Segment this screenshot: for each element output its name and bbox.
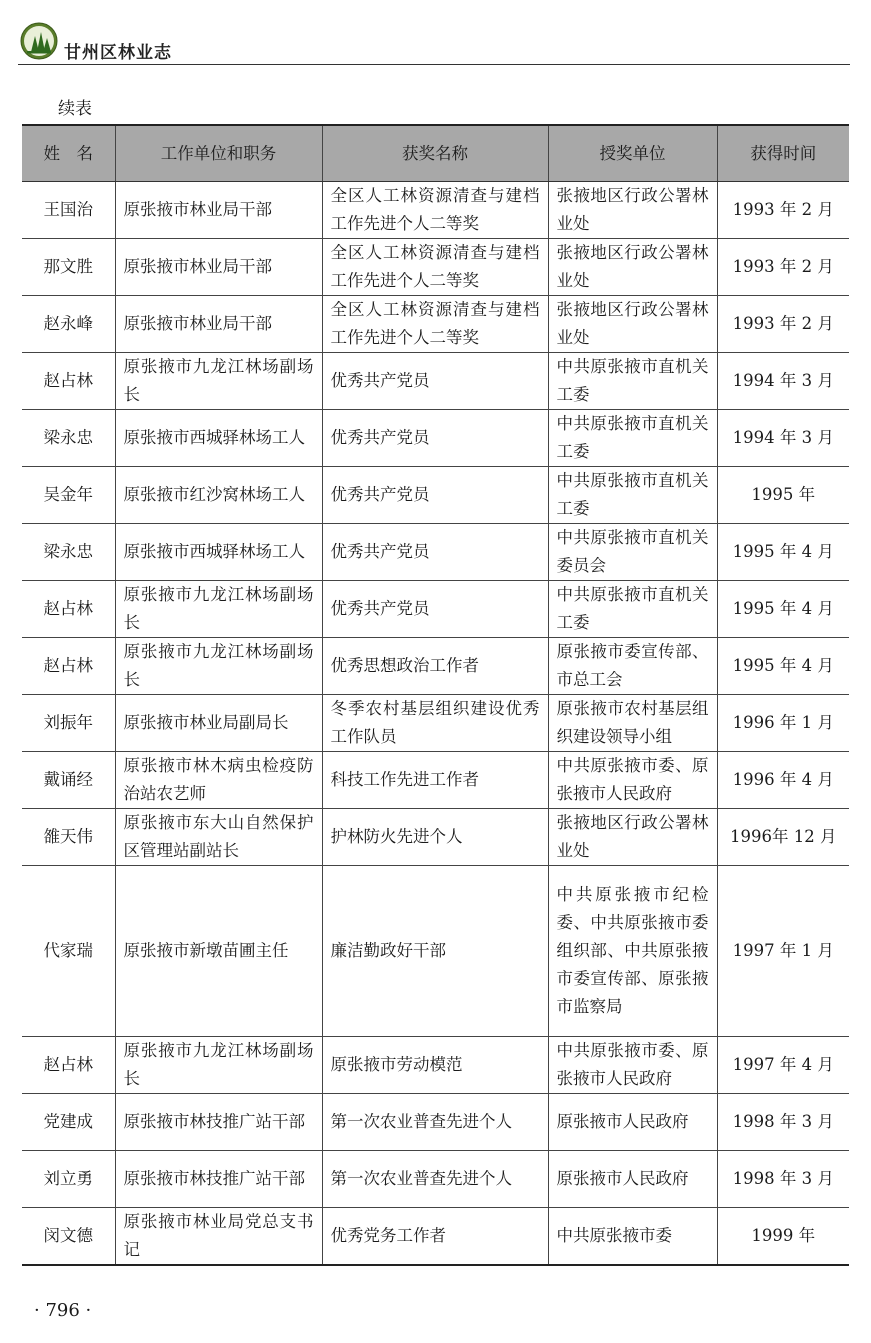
cell-date: 1996 年 1 月 xyxy=(717,695,849,752)
cell-award-name: 第一次农业普查先进个人 xyxy=(322,1151,548,1208)
cell-awarding-unit: 中共原张掖市直机关工委 xyxy=(548,353,717,410)
header-name: 姓 名 xyxy=(22,125,115,182)
cell-unit-position: 原张掖市林木病虫检疫防治站农艺师 xyxy=(115,752,322,809)
cell-unit-position: 原张掖市西城驿林场工人 xyxy=(115,524,322,581)
table-row xyxy=(22,1037,849,1094)
page-header xyxy=(18,20,850,65)
cell-award-name: 冬季农村基层组织建设优秀工作队员 xyxy=(322,695,548,752)
cell-award-name: 原张掖市劳动模范 xyxy=(322,1037,548,1094)
cell-name: 代家瑞 xyxy=(22,866,115,1037)
cell-date: 1999 年 xyxy=(717,1208,849,1266)
cell-award-name: 优秀党务工作者 xyxy=(322,1208,548,1266)
book-title: 甘州区林业志 xyxy=(64,43,172,63)
cell-unit-position: 原张掖市九龙江林场副场长 xyxy=(115,353,322,410)
table-row xyxy=(22,467,849,524)
cell-name: 赵永峰 xyxy=(22,296,115,353)
cell-award-name: 优秀共产党员 xyxy=(322,410,548,467)
cell-award-name: 优秀共产党员 xyxy=(322,353,548,410)
cell-award-name: 优秀共产党员 xyxy=(322,581,548,638)
cell-name: 刘振年 xyxy=(22,695,115,752)
cell-award-name: 全区人工林资源清查与建档工作先进个人二等奖 xyxy=(322,239,548,296)
cell-date: 1996 年 4 月 xyxy=(717,752,849,809)
cell-date: 1993 年 2 月 xyxy=(717,239,849,296)
cell-date: 1997 年 1 月 xyxy=(717,866,849,1037)
cell-award-name: 全区人工林资源清查与建档工作先进个人二等奖 xyxy=(322,296,548,353)
cell-name: 梁永忠 xyxy=(22,410,115,467)
cell-date: 1995 年 4 月 xyxy=(717,581,849,638)
cell-date: 1995 年 xyxy=(717,467,849,524)
cell-unit-position: 原张掖市九龙江林场副场长 xyxy=(115,1037,322,1094)
cell-awarding-unit: 原张掖市人民政府 xyxy=(548,1151,717,1208)
table-row xyxy=(22,182,849,239)
header-date: 获得时间 xyxy=(717,125,849,182)
cell-name: 王国治 xyxy=(22,182,115,239)
cell-awarding-unit: 中共原张掖市直机关委员会 xyxy=(548,524,717,581)
cell-award-name: 廉洁勤政好干部 xyxy=(322,866,548,1037)
cell-awarding-unit: 中共原张掖市委、原张掖市人民政府 xyxy=(548,1037,717,1094)
cell-date: 1995 年 4 月 xyxy=(717,524,849,581)
table-row xyxy=(22,638,849,695)
cell-award-name: 优秀共产党员 xyxy=(322,467,548,524)
page-number: · 796 · xyxy=(34,1300,92,1321)
cell-date: 1998 年 3 月 xyxy=(717,1094,849,1151)
header-unit-position: 工作单位和职务 xyxy=(115,125,322,182)
cell-date: 1993 年 2 月 xyxy=(717,182,849,239)
table-row xyxy=(22,866,849,1037)
awards-table xyxy=(22,124,849,1266)
cell-date: 1995 年 4 月 xyxy=(717,638,849,695)
cell-awarding-unit: 原张掖市人民政府 xyxy=(548,1094,717,1151)
table-row xyxy=(22,239,849,296)
cell-awarding-unit: 中共原张掖市直机关工委 xyxy=(548,410,717,467)
table-row xyxy=(22,581,849,638)
cell-awarding-unit: 中共原张掖市委、原张掖市人民政府 xyxy=(548,752,717,809)
cell-awarding-unit: 中共原张掖市直机关工委 xyxy=(548,581,717,638)
cell-name: 刘立勇 xyxy=(22,1151,115,1208)
table-row xyxy=(22,695,849,752)
cell-awarding-unit: 中共原张掖市纪检委、中共原张掖市委组织部、中共原张掖市委宣传部、原张掖市监察局 xyxy=(548,866,717,1037)
table-row xyxy=(22,752,849,809)
table-row xyxy=(22,524,849,581)
cell-unit-position: 原张掖市林业局干部 xyxy=(115,182,322,239)
table-row xyxy=(22,353,849,410)
cell-awarding-unit: 中共原张掖市直机关工委 xyxy=(548,467,717,524)
cell-date: 1998 年 3 月 xyxy=(717,1151,849,1208)
table-row xyxy=(22,410,849,467)
cell-award-name: 第一次农业普查先进个人 xyxy=(322,1094,548,1151)
cell-unit-position: 原张掖市林业局党总支书记 xyxy=(115,1208,322,1266)
forest-logo-icon xyxy=(20,22,58,60)
table-row xyxy=(22,1151,849,1208)
table-row xyxy=(22,1208,849,1266)
cell-name: 赵占林 xyxy=(22,1037,115,1094)
cell-name: 赵占林 xyxy=(22,581,115,638)
cell-name: 那文胜 xyxy=(22,239,115,296)
table-row xyxy=(22,1094,849,1151)
cell-award-name: 优秀共产党员 xyxy=(322,524,548,581)
cell-awarding-unit: 原张掖市农村基层组织建设领导小组 xyxy=(548,695,717,752)
cell-date: 1994 年 3 月 xyxy=(717,410,849,467)
cell-award-name: 优秀思想政治工作者 xyxy=(322,638,548,695)
table-row xyxy=(22,296,849,353)
cell-name: 雒天伟 xyxy=(22,809,115,866)
cell-unit-position: 原张掖市林技推广站干部 xyxy=(115,1151,322,1208)
table-header-row xyxy=(22,125,849,182)
continued-label: 续表 xyxy=(58,99,92,119)
cell-name: 赵占林 xyxy=(22,638,115,695)
cell-awarding-unit: 张掖地区行政公署林业处 xyxy=(548,296,717,353)
cell-date: 1996年 12 月 xyxy=(717,809,849,866)
cell-award-name: 全区人工林资源清查与建档工作先进个人二等奖 xyxy=(322,182,548,239)
cell-award-name: 护林防火先进个人 xyxy=(322,809,548,866)
cell-unit-position: 原张掖市九龙江林场副场长 xyxy=(115,581,322,638)
header-awarding-unit: 授奖单位 xyxy=(548,125,717,182)
header-award-name: 获奖名称 xyxy=(322,125,548,182)
cell-name: 赵占林 xyxy=(22,353,115,410)
cell-unit-position: 原张掖市红沙窝林场工人 xyxy=(115,467,322,524)
cell-name: 党建成 xyxy=(22,1094,115,1151)
cell-name: 戴诵经 xyxy=(22,752,115,809)
cell-award-name: 科技工作先进工作者 xyxy=(322,752,548,809)
cell-unit-position: 原张掖市东大山自然保护区管理站副站长 xyxy=(115,809,322,866)
cell-unit-position: 原张掖市林业局干部 xyxy=(115,296,322,353)
cell-name: 闵文德 xyxy=(22,1208,115,1266)
cell-unit-position: 原张掖市新墩苗圃主任 xyxy=(115,866,322,1037)
cell-awarding-unit: 张掖地区行政公署林业处 xyxy=(548,239,717,296)
cell-date: 1994 年 3 月 xyxy=(717,353,849,410)
cell-unit-position: 原张掖市林业局副局长 xyxy=(115,695,322,752)
cell-awarding-unit: 张掖地区行政公署林业处 xyxy=(548,182,717,239)
cell-awarding-unit: 中共原张掖市委 xyxy=(548,1208,717,1266)
cell-unit-position: 原张掖市林技推广站干部 xyxy=(115,1094,322,1151)
cell-unit-position: 原张掖市九龙江林场副场长 xyxy=(115,638,322,695)
cell-name: 梁永忠 xyxy=(22,524,115,581)
cell-awarding-unit: 张掖地区行政公署林业处 xyxy=(548,809,717,866)
cell-date: 1997 年 4 月 xyxy=(717,1037,849,1094)
cell-unit-position: 原张掖市林业局干部 xyxy=(115,239,322,296)
cell-name: 吴金年 xyxy=(22,467,115,524)
cell-unit-position: 原张掖市西城驿林场工人 xyxy=(115,410,322,467)
table-row xyxy=(22,809,849,866)
cell-date: 1993 年 2 月 xyxy=(717,296,849,353)
cell-awarding-unit: 原张掖市委宣传部、市总工会 xyxy=(548,638,717,695)
